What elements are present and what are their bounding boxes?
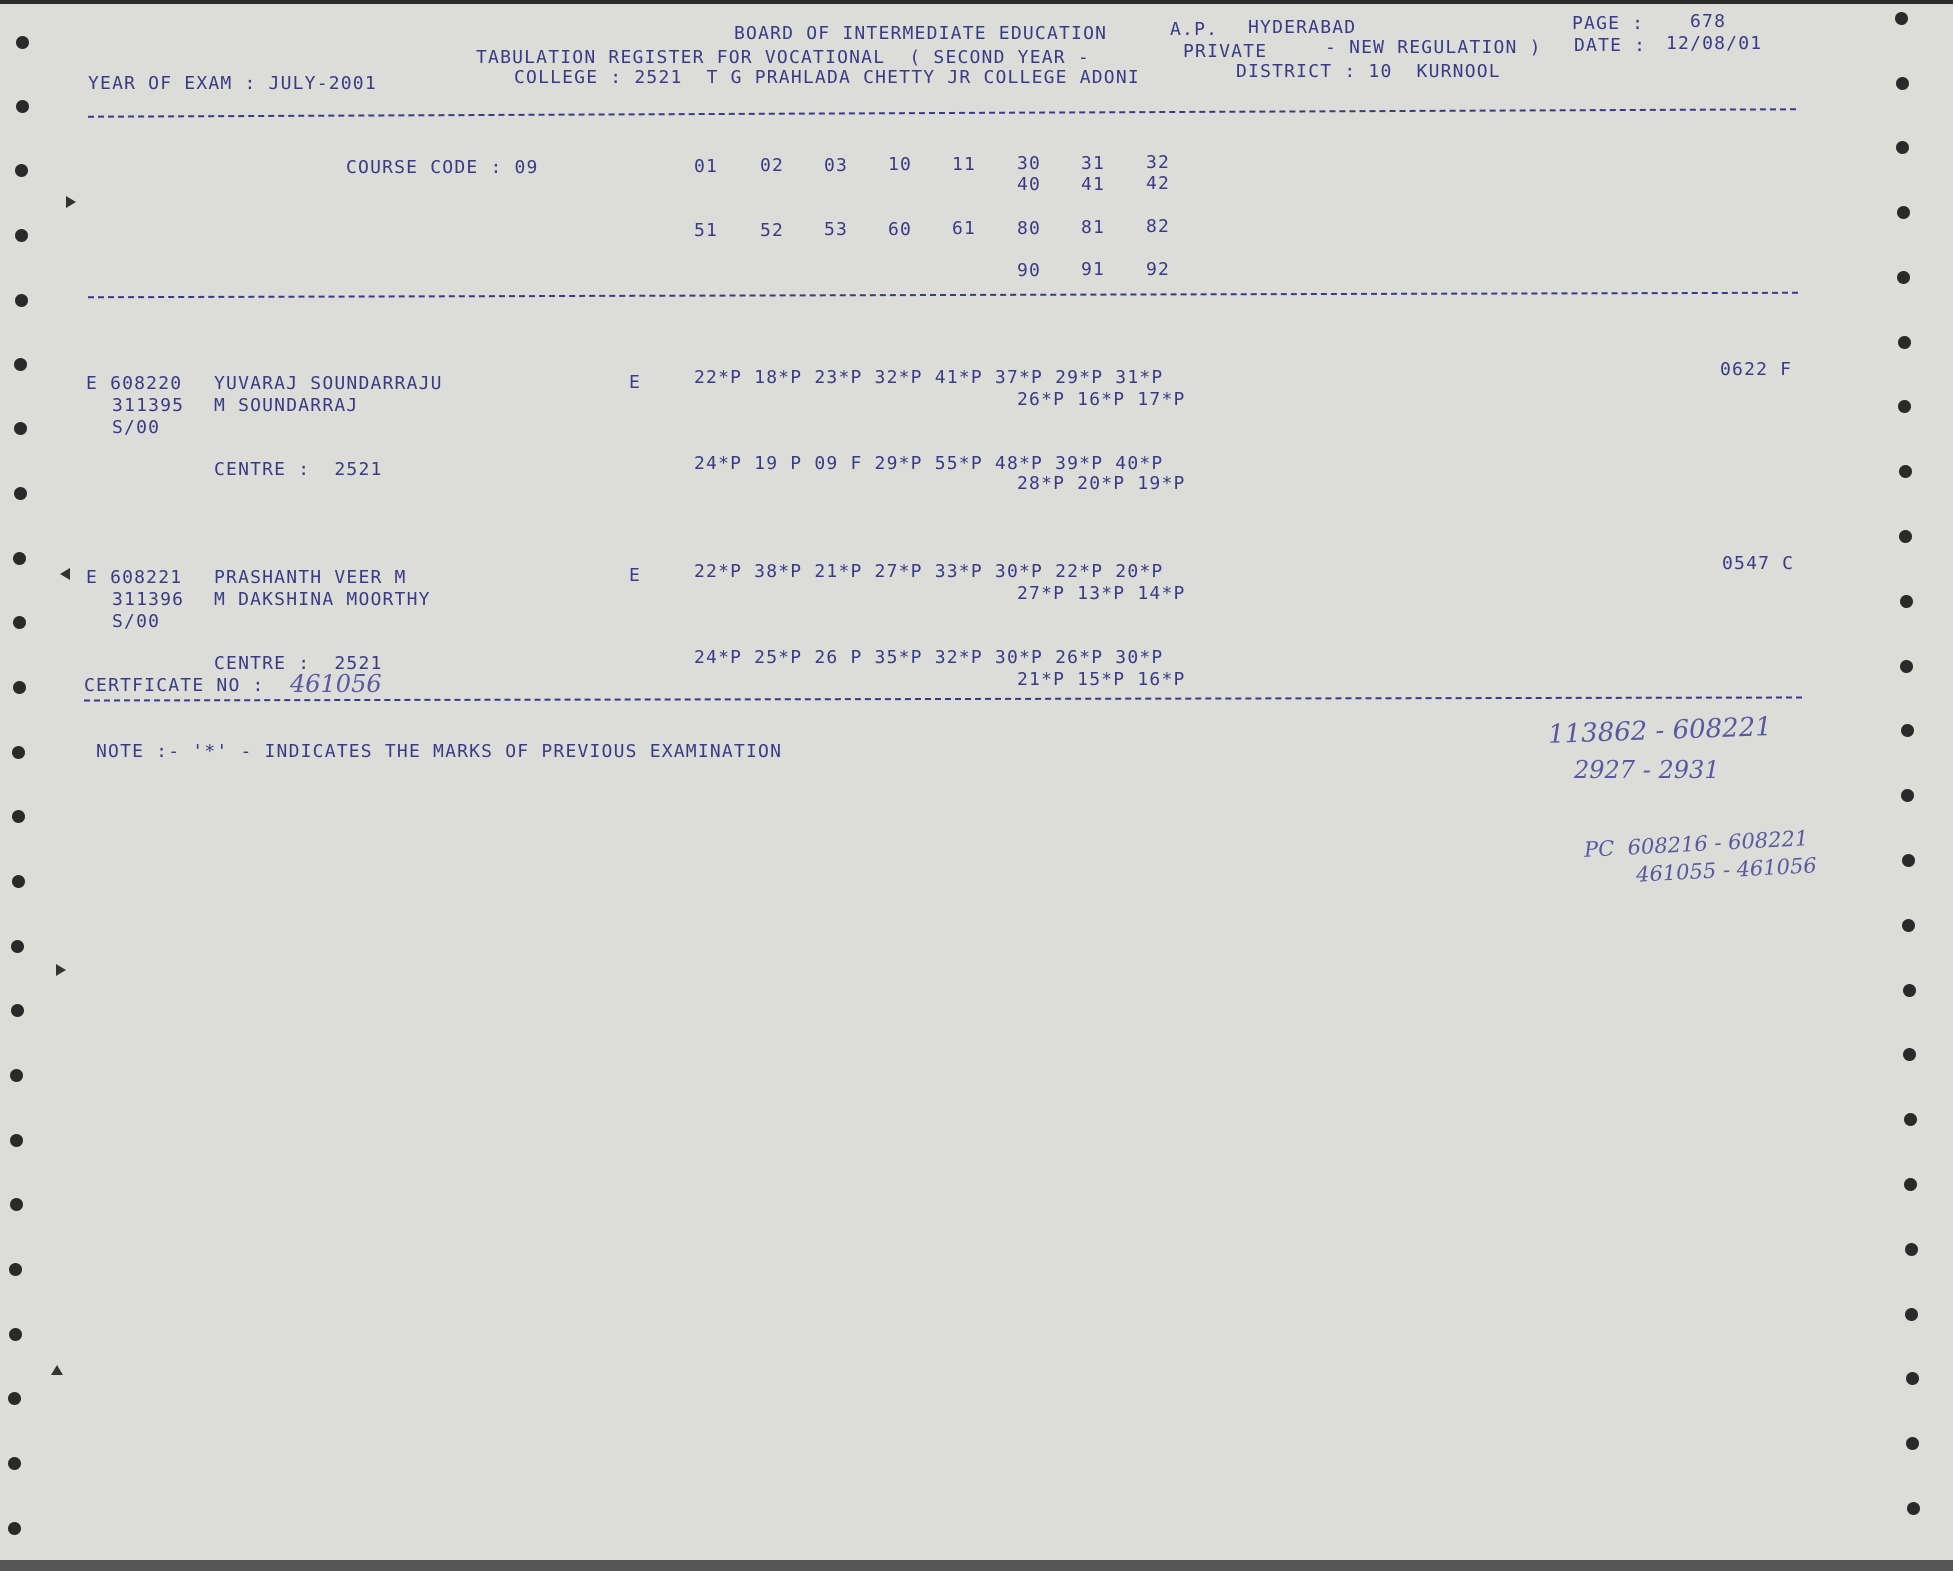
student-name: YUVARAJ SOUNDARRAJU [214,373,443,394]
subject-code: 51 [694,220,719,241]
marks-first-year: 22*P 38*P 21*P 27*P 33*P 30*P 22*P 20*P [694,561,1164,582]
feed-hole [11,940,24,953]
subject-code: 02 [760,155,785,176]
margin-arrow-icon [56,964,66,976]
feed-hole [1896,141,1909,154]
feed-hole [9,1328,22,1341]
feed-hole [15,294,28,307]
subject-code: 42 [1146,173,1171,194]
total-result: 0622 F [1720,359,1793,380]
register-sheet [0,4,1953,1564]
feed-hole [11,1004,24,1017]
feed-hole [1900,660,1913,673]
year-of-exam: YEAR OF EXAM : JULY-2001 [88,73,377,94]
feed-hole [1897,206,1910,219]
feed-hole [1903,1048,1916,1061]
subject-code: 60 [888,219,913,240]
subject-code: 81 [1081,217,1106,238]
divider [88,108,1796,117]
father-name: M SOUNDARRAJ [214,395,359,416]
registration-number: E 608220 [86,373,183,394]
subject-code: 52 [760,220,785,241]
feed-hole [9,1263,22,1276]
marks-first-year: 22*P 18*P 23*P 32*P 41*P 37*P 29*P 31*P [694,367,1164,388]
divider [88,292,1798,298]
district-label: DISTRICT : 10 KURNOOL [1236,61,1501,82]
feed-hole [13,552,26,565]
feed-hole [10,1198,23,1211]
board-title: BOARD OF INTERMEDIATE EDUCATION [734,23,1108,44]
feed-hole [1903,984,1916,997]
feed-hole [16,36,29,49]
feed-hole [1905,1243,1918,1256]
feed-hole [13,616,26,629]
date-label: DATE : [1574,35,1647,56]
subject-code: 91 [1081,259,1106,280]
feed-hole [8,1522,21,1535]
marks-first-year-extra: 26*P 16*P 17*P [1017,389,1186,410]
subject-code: 03 [824,155,849,176]
subject-code: 61 [952,218,977,239]
feed-hole [13,681,26,694]
course-code-label: COURSE CODE : 09 [346,157,539,178]
feed-hole [12,875,25,888]
college-label: COLLEGE : 2521 T G PRAHLADA CHETTY JR COLLEGE ADONI [514,67,1140,88]
feed-hole [1899,465,1912,478]
page-label: PAGE : [1572,13,1645,34]
relation: S/00 [112,417,161,438]
certificate-label: CERTFICATE NO : [84,675,265,696]
subject-code: 30 [1017,153,1042,174]
feed-hole [14,422,27,435]
handwritten-range-3: PC 608216 - 608221 [1583,826,1809,862]
feed-hole [1906,1372,1919,1385]
marks-second-year: 24*P 19 P 09 F 29*P 55*P 48*P 39*P 40*P [694,453,1164,474]
subject-code: 53 [824,219,849,240]
register-title: TABULATION REGISTER FOR VOCATIONAL ( SECOND YEAR - [476,47,1090,68]
marks-second-year: 24*P 25*P 26 P 35*P 32*P 30*P 26*P 30*P [694,647,1164,668]
feed-hole [1904,1113,1917,1126]
regulation-label: - NEW REGULATION ) [1325,37,1542,58]
feed-hole [1898,336,1911,349]
father-name: M DAKSHINA MOORTHY [214,589,431,610]
subject-code: 80 [1017,218,1042,239]
subject-code: 32 [1146,152,1171,173]
relation: S/00 [112,611,161,632]
feed-hole [1898,400,1911,413]
feed-hole [15,164,28,177]
margin-arrow-icon [66,196,76,208]
feed-hole [1895,12,1908,25]
scan-edge [0,1560,1953,1571]
subject-code: 01 [694,156,719,177]
feed-hole [1904,1178,1917,1191]
date-value: 12/08/01 [1666,33,1763,54]
feed-hole [14,487,27,500]
certificate-number-handwritten: 461056 [290,670,382,698]
city-label: HYDERABAD [1248,17,1357,38]
student-code: 311396 [112,589,185,610]
medium-code: E [629,372,642,393]
feed-hole [1897,271,1910,284]
feed-hole [1905,1308,1918,1321]
subject-code: 90 [1017,260,1042,281]
centre-label: CENTRE : 2521 [214,459,383,480]
feed-hole [1901,789,1914,802]
subject-code: 82 [1146,216,1171,237]
feed-hole [12,810,25,823]
feed-hole [1906,1437,1919,1450]
feed-hole [12,746,25,759]
feed-hole [10,1069,23,1082]
feed-hole [1902,919,1915,932]
centre-label: CENTRE : 2521 [214,653,383,674]
marks-second-year-extra: 28*P 20*P 19*P [1017,473,1186,494]
subject-code: 92 [1146,259,1171,280]
feed-hole [16,100,29,113]
feed-hole [1899,530,1912,543]
subject-code: 11 [952,154,977,175]
subject-code: 31 [1081,153,1106,174]
subject-code: 10 [888,154,913,175]
feed-hole [14,358,27,371]
feed-hole [8,1392,21,1405]
feed-hole [8,1457,21,1470]
feed-hole [10,1134,23,1147]
page-number: 678 [1690,11,1727,32]
note: NOTE :- '*' - INDICATES THE MARKS OF PREVIOUS EXAMINATION [96,741,783,762]
feed-hole [1896,77,1909,90]
margin-arrow-icon [51,1365,63,1375]
feed-hole [1900,595,1913,608]
handwritten-range-1: 113862 - 608221 [1547,712,1773,750]
exam-mode: PRIVATE [1183,41,1268,62]
margin-arrow-icon [60,568,70,580]
total-result: 0547 C [1722,553,1795,574]
marks-second-year-extra: 21*P 15*P 16*P [1017,669,1186,690]
registration-number: E 608221 [86,567,183,588]
feed-hole [1902,854,1915,867]
feed-hole [15,229,28,242]
handwritten-range-4: 461055 - 461056 [1635,853,1818,887]
feed-hole [1901,724,1914,737]
subject-code: 40 [1017,174,1042,195]
subject-code: 41 [1081,174,1106,195]
feed-hole [1907,1502,1920,1515]
student-code: 311395 [112,395,185,416]
state-label: A.P. [1170,19,1219,40]
handwritten-range-2: 2927 - 2931 [1574,756,1720,784]
medium-code: E [629,565,642,586]
student-name: PRASHANTH VEER M [214,567,407,588]
marks-first-year-extra: 27*P 13*P 14*P [1017,583,1186,604]
